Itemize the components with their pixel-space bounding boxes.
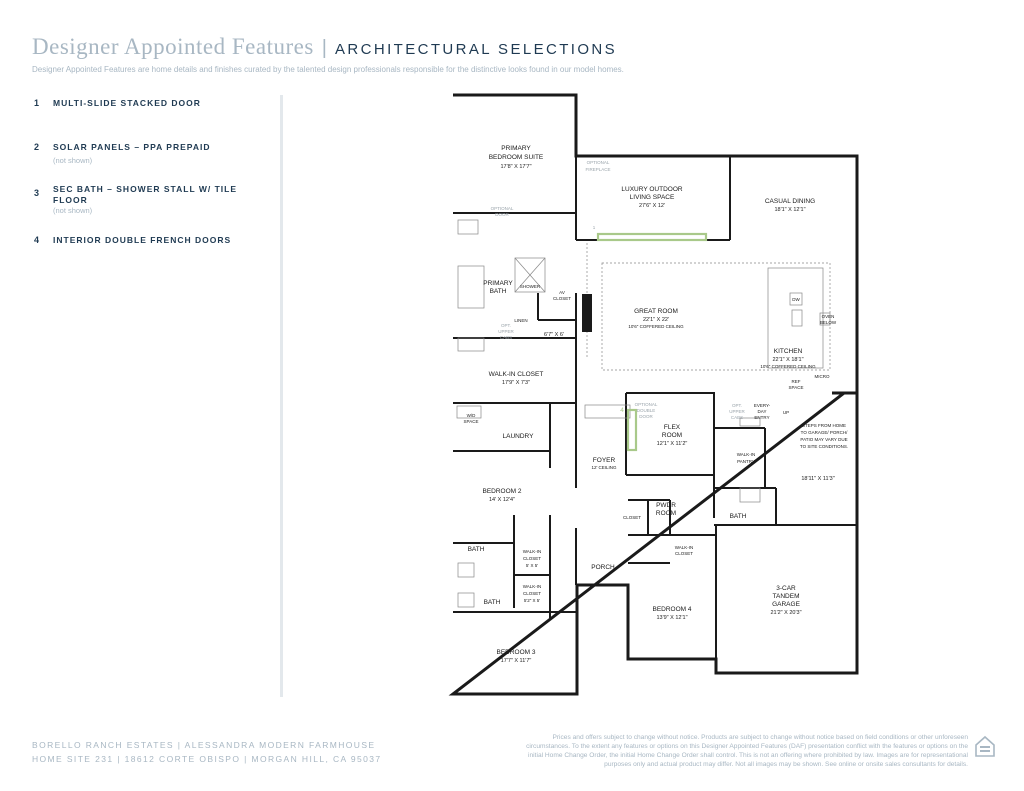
linen-label: LINEN	[514, 318, 528, 323]
opt-cabs-label2: UPPER	[498, 329, 514, 334]
optional-fireplace-label: OPTIONAL	[586, 160, 610, 165]
outdoor-dims: 27'6" X 12'	[638, 203, 666, 209]
walkin2-label2: CLOSET	[522, 556, 542, 561]
primary-suite-label: PRIMARY	[501, 145, 531, 152]
footer-community: BORELLO RANCH ESTATES | ALESSANDRA MODERN FARMHOUSE	[32, 740, 376, 750]
outdoor-label2: LIVING SPACE	[629, 194, 675, 201]
opt-cabs-label: OPT.	[500, 323, 512, 328]
garage-label: 3-CAR	[776, 585, 796, 592]
oven-label2: BELOW	[819, 320, 837, 325]
feature-note: (not shown)	[53, 156, 93, 165]
everyday-entry-label3: ENTRY	[754, 415, 770, 420]
page-title	[32, 34, 617, 60]
kitchen-ceiling: 10'6" COFFERED CEILING	[760, 364, 816, 369]
everyday-entry-label: EVERY-	[753, 403, 771, 408]
great-room-dims: 22'1" X 22'	[642, 317, 670, 323]
small-room-dims: 6'7" X 6'	[544, 332, 564, 338]
opt-double-door-label3: DOOR	[639, 414, 653, 419]
kitchen-label: KITCHEN	[773, 348, 803, 355]
bedroom3-label: BEDROOM 3	[496, 649, 536, 656]
bedroom4-label: BEDROOM 4	[652, 606, 692, 613]
bedroom2-label: BEDROOM 2	[482, 488, 522, 495]
walkin3-label: WALK-IN	[522, 584, 542, 589]
primary-suite-label2: BEDROOM SUITE	[488, 154, 544, 161]
footer-address	[32, 738, 382, 766]
marker-1: 1	[592, 225, 596, 230]
casual-dining-label: CASUAL DINING	[764, 198, 816, 205]
garage-label2: TANDEM	[772, 593, 800, 600]
feature-label: SEC BATH – SHOWER STALL W/ TILE FLOOR	[53, 184, 237, 205]
walkin-closet-dims: 17'9" X 7'3"	[501, 380, 531, 386]
opt-cabs-kitchen-label: OPT.	[731, 403, 743, 408]
feature-label: INTERIOR DOUBLE FRENCH DOORS	[53, 235, 232, 245]
bath2-label: BATH	[467, 546, 485, 553]
bath3-label: BATH	[483, 599, 501, 606]
fireplace	[582, 294, 592, 332]
optional-fireplace-label2: FIREPLACE	[585, 167, 611, 172]
opt-cabs-kitchen-label2: UPPER	[729, 409, 745, 414]
dw-label: DW	[792, 297, 800, 302]
primary-suite-dims: 17'8" X 17'7"	[500, 164, 532, 170]
multi-slide-door-highlight	[598, 234, 706, 240]
feature-note: (not shown)	[53, 206, 93, 215]
primary-bath-label2: BATH	[489, 288, 507, 295]
title-section: ARCHITECTURAL SELECTIONS	[334, 41, 618, 58]
walkin3-label2: CLOSET	[522, 591, 542, 596]
bath4-label: BATH	[729, 513, 747, 520]
footer-homesite: HOME SITE 231 | 18612 CORTE OBISPO | MORGAN HILL, CA 95037	[32, 754, 382, 764]
ref-space-label: REF	[791, 379, 801, 384]
walkin-closet-label: WALK-IN CLOSET	[488, 371, 544, 378]
optional-door-label2: DOOR	[495, 212, 509, 217]
powder-label2: ROOM	[655, 510, 677, 517]
flex-label2: ROOM	[661, 432, 683, 439]
wd-space-label2: SPACE	[463, 419, 479, 424]
opt-cabs-label3: CABS	[499, 335, 513, 340]
micro-label: MICRO	[814, 374, 830, 379]
walkin3-dims: 5'2" X 5'	[523, 598, 541, 603]
feature-number: 3	[34, 188, 40, 198]
pantry-label: WALK-IN	[736, 452, 756, 457]
feature-label: MULTI-SLIDE STACKED DOOR	[53, 98, 201, 108]
title-main: Designer Appointed Features	[32, 34, 314, 59]
bedroom4-dims: 13'9" X 12'1"	[656, 615, 688, 621]
steps-note-line4: TO SITE CONDITIONS.	[799, 444, 849, 449]
bedroom2-dims: 14' X 12'4"	[488, 497, 516, 503]
footer-disclaimer: Prices and offers subject to change without notice. Products are subject to change without notice based on field conditions or other unforeseen circumstances. To the extent any features or options on this Designer Appointed Features (DAF) presentation conflict with the features or options on the initial Home Change Order, the initial Home Change Order shall control. This is not an offering where prohibited by law. Images are for representational purposes only and actual product may differ. Not all images may be shown. See online or onsite sales consultants for details.	[526, 734, 968, 768]
floor-plan-drawing	[440, 88, 870, 706]
opt-double-door-label: OPTIONAL	[634, 402, 658, 407]
bedroom3-dims: 17'7" X 11'7"	[500, 658, 532, 664]
optional-door-label: OPTIONAL	[490, 206, 514, 211]
flex-dims: 12'1" X 11'2"	[656, 441, 688, 447]
equal-housing-opportunity-icon	[974, 734, 996, 760]
shower-label: SHOWER	[519, 284, 541, 289]
garage-upper-dims: 18'11" X 11'3"	[801, 476, 835, 482]
everyday-entry-label2: DAY	[757, 409, 767, 414]
closet-label: CLOSET	[622, 515, 642, 520]
feature-number: 4	[34, 235, 40, 245]
walkin2-dims: 5' X 5'	[525, 563, 539, 568]
laundry-label: LAUNDRY	[502, 433, 534, 440]
walkin4-label: WALK-IN	[674, 545, 694, 550]
great-room-label: GREAT ROOM	[634, 308, 678, 315]
av-closet-label: AV	[559, 290, 565, 295]
kitchen-dims: 22'1" X 18'1"	[772, 357, 804, 363]
column-divider	[280, 95, 283, 697]
feature-number: 1	[34, 98, 40, 108]
opt-cabs-kitchen-label3: CABS	[730, 415, 744, 420]
opt-double-door-label2: DOUBLE	[636, 408, 656, 413]
garage-label3: GARAGE	[772, 601, 800, 608]
steps-note-line2: TO GARAGE/ PORCH/	[800, 430, 848, 435]
porch-label: PORCH	[591, 564, 615, 571]
primary-bath-label: PRIMARY	[483, 280, 513, 287]
floor-plan	[440, 88, 870, 706]
oven-label: OVEN	[821, 314, 835, 319]
feature-label: SOLAR PANELS – PPA PREPAID	[53, 142, 211, 152]
flex-label: FLEX	[663, 424, 681, 431]
title-separator: |	[321, 37, 327, 59]
powder-label: PWDR	[656, 502, 676, 509]
marker-4: 4	[620, 407, 624, 414]
feature-number: 2	[34, 142, 40, 152]
walkin2-label: WALK-IN	[522, 549, 542, 554]
pantry-label2: PANTRY	[737, 459, 755, 464]
foyer-ceiling: 12' CEILING	[591, 465, 617, 470]
foyer-label: FOYER	[592, 457, 616, 464]
great-room-ceiling: 10'6" COFFERED CEILING	[628, 324, 684, 329]
up-label: UP	[782, 410, 790, 415]
casual-dining-dims: 18'1" X 12'1"	[774, 207, 806, 213]
steps-note-line3: PATIO MAY VARY DUE	[800, 437, 848, 442]
wd-space-label: W/D	[466, 413, 476, 418]
ref-space-label2: SPACE	[788, 385, 804, 390]
outdoor-label: LUXURY OUTDOOR	[621, 186, 683, 193]
page-subtitle: Designer Appointed Features are home details and finishes curated by the talented design professionals responsible for the distinctive looks found in our model homes.	[32, 65, 624, 74]
garage-dims: 21'2" X 20'3"	[770, 610, 802, 616]
av-closet-label2: CLOSET	[552, 296, 572, 301]
double-french-door-highlight	[628, 410, 636, 450]
steps-note-line1: STEPS FROM HOME	[801, 423, 847, 428]
walkin4-label2: CLOSET	[674, 551, 694, 556]
